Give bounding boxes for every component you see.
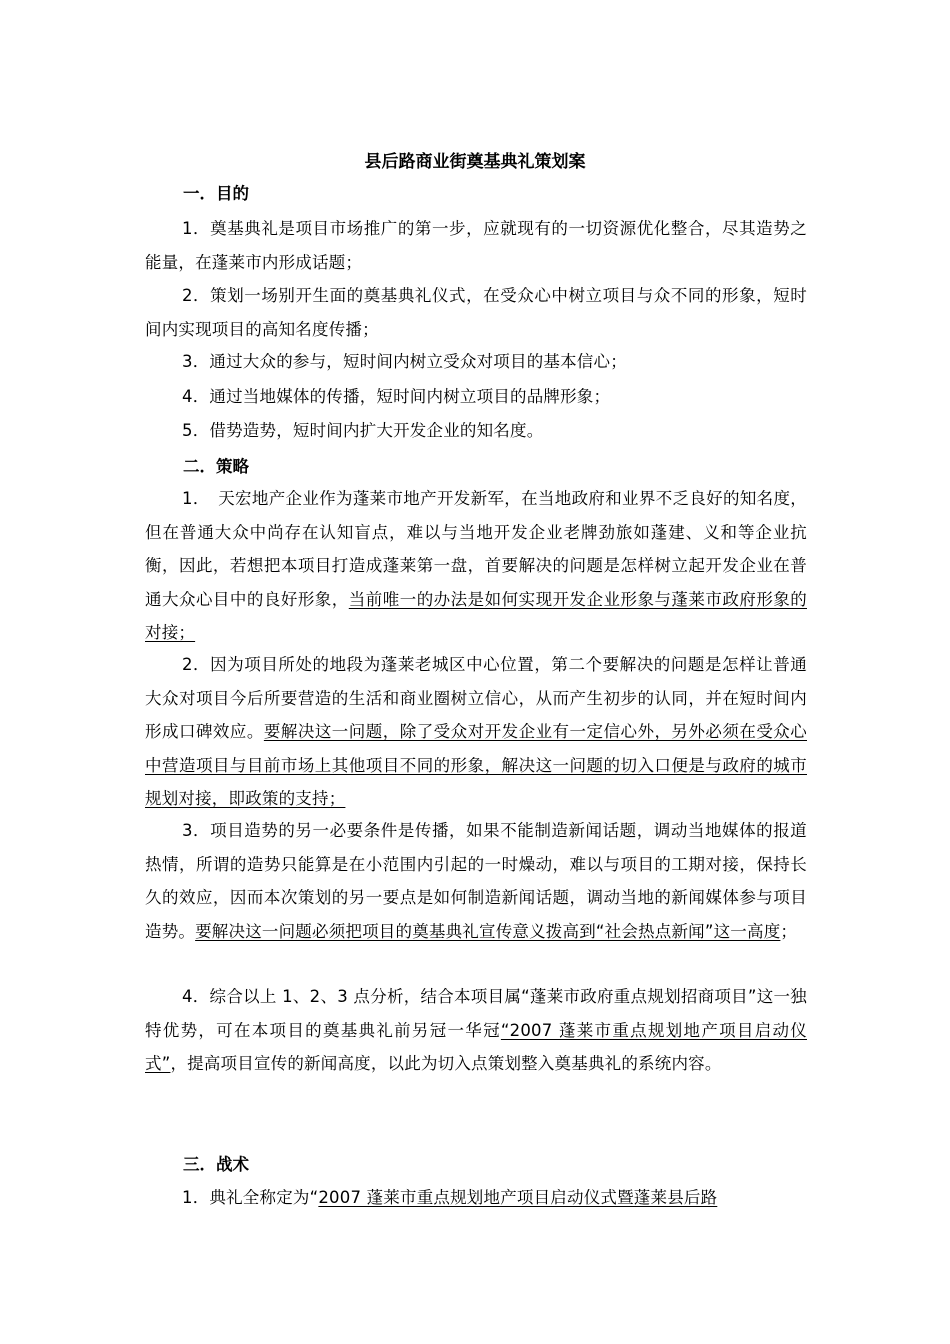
- purpose-item-4: [145, 380, 807, 414]
- underlined-text: 要解决这一问题必须把项目的奠基典礼宣传意义拨高到“社会热点新闻”这一高度: [195, 921, 781, 941]
- item-number: 4．: [182, 987, 210, 1006]
- item-number: 2．: [182, 655, 211, 674]
- paragraph-text: 典礼全称定为“: [209, 1188, 319, 1207]
- section-2-heading: 二．策略: [183, 457, 249, 476]
- underlined-text: 要解决这一问题，除了受众对开发企业有一定信心外，另外必须在受众心中营造项目与目前市场上其他项目不同的形象，解决这一问题的切入口便是与政府的城市规划对接，即政策的支持；: [145, 722, 807, 808]
- purpose-item-3: [145, 345, 807, 379]
- item-text: 通过当地媒体的传播，短时间内树立项目的品牌形象；: [209, 387, 611, 406]
- item-number: 1．: [182, 489, 202, 508]
- paragraph-text: 项目造势的另一必要条件是传播，如果不能制造新闻话题，调动当地媒体的报道热情，所谓的造势只能算是在小范围内引起的一时燥动，难以与项目的工期对接，保持长久的效应，因而本次策划的另一要点是如何制造新闻话题，调动当地的新闻媒体参与项目造势。: [145, 821, 808, 941]
- item-number: 3．: [182, 821, 211, 840]
- item-text: 策划一场别开生面的奠基典礼仪式，在受众心中树立项目与众不同的形象，短时间内实现项目的高知名度传播；: [145, 286, 808, 339]
- strategy-paragraph-2: [145, 648, 807, 816]
- paragraph-text: 因为项目所处的地段为蓬莱老城区中心位置，第二个要解决的问题是怎样让普通大众对项目今后所要营造的生活和商业圈树立信心，从而产生初步的认同，并在短时间内形成口碑效应。: [145, 655, 808, 741]
- strategy-paragraph-3: [145, 814, 807, 948]
- item-number: 3．: [182, 352, 210, 371]
- paragraph-tail: ，提高项目宣传的新闻高度，以此为切入点策划整入奠基典礼的系统内容。: [170, 1054, 722, 1073]
- underlined-text: 2007 蓬莱市重点规划地产项目启动仪式暨蓬莱县后路: [318, 1188, 718, 1207]
- paragraph-text: 综合以上 1、2、3 点分析，结合本项目属“蓬莱市政府重点规划招商项目”这一独特优势，可在本项目的奠基典礼前另冠一华冠: [145, 987, 807, 1040]
- underlined-text: 当前唯一的办法是如何实现开发企业形象与蓬莱市政府形象的对接；: [145, 589, 807, 642]
- item-number: 1．: [182, 219, 211, 238]
- purpose-item-5: [145, 414, 807, 448]
- strategy-paragraph-1: [145, 482, 807, 650]
- strategy-paragraph-4: [145, 980, 807, 1081]
- item-number: 1．: [182, 1188, 210, 1207]
- section-1-heading: 一．目的: [183, 184, 249, 203]
- purpose-item-2: [145, 279, 807, 346]
- paragraph-tail: ；: [780, 921, 798, 941]
- underlined-text: “2007 蓬莱市重点规划地产项目启动仪式”: [145, 1020, 807, 1073]
- item-number: 2．: [182, 286, 211, 305]
- tactics-paragraph-1: [145, 1181, 807, 1215]
- paragraph-text: 天宏地产企业作为蓬莱市地产开发新军，在当地政府和业界不乏良好的知名度，但在普通大众中尚存在认知盲点，难以与当地开发企业老牌劲旅如蓬建、义和等企业抗衡，因此，若想把本项目打造成蓬莱第一盘，首要解决的问题是怎样树立起开发企业在普通大众心目中的良好形象，: [145, 489, 807, 609]
- section-3-heading: 三．战术: [183, 1155, 249, 1174]
- item-number: 5．: [182, 421, 210, 440]
- purpose-item-1: [145, 212, 807, 279]
- item-text: 借势造势，短时间内扩大开发企业的知名度。: [209, 421, 544, 440]
- item-number: 4．: [182, 387, 210, 406]
- item-text: 奠基典礼是项目市场推广的第一步，应就现有的一切资源优化整合，尽其造势之能量，在蓬莱市内形成话题；: [145, 219, 808, 272]
- item-text: 通过大众的参与，短时间内树立受众对项目的基本信心；: [209, 352, 627, 371]
- document-title: 县后路商业街奠基典礼策划案: [364, 152, 586, 172]
